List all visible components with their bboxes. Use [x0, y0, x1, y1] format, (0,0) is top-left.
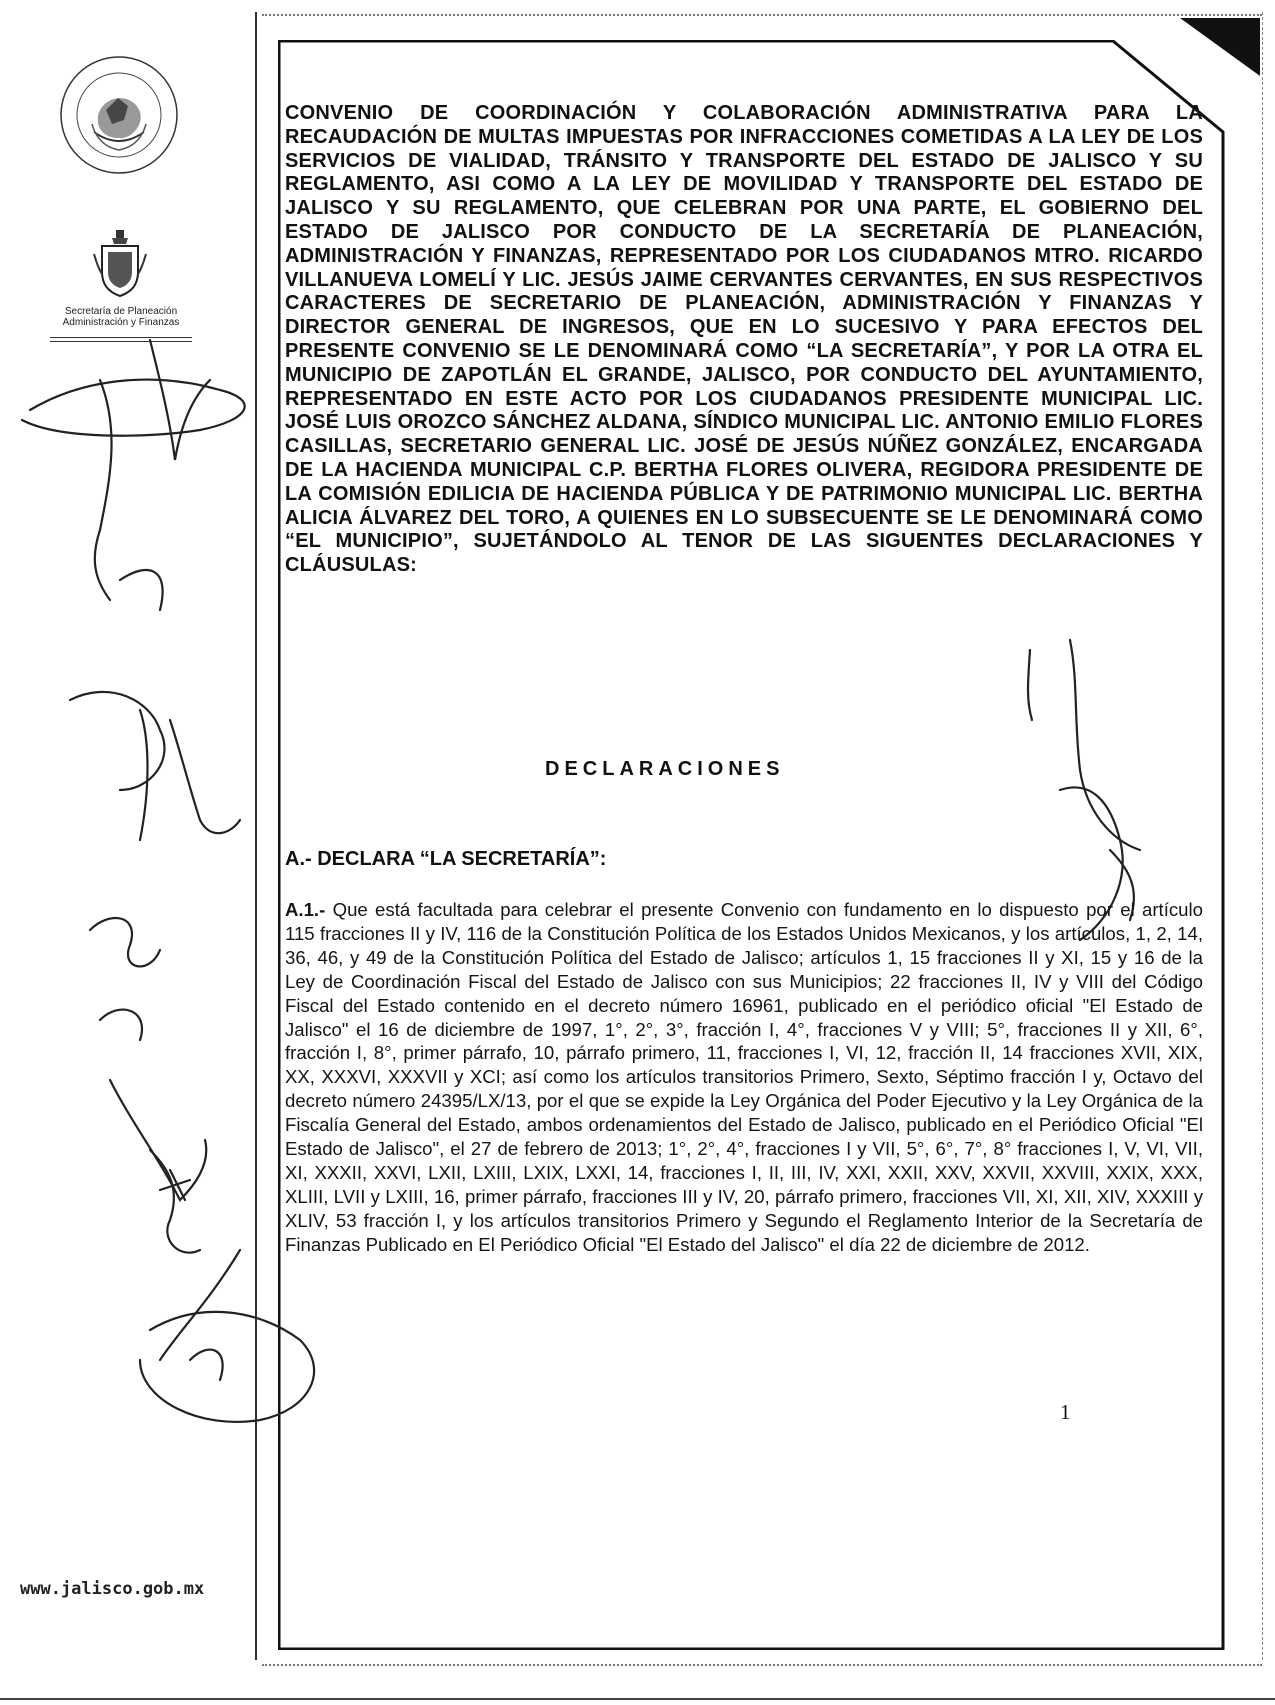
- page-number: 1: [1060, 1400, 1071, 1424]
- clause-a1-lead: A.1.-: [285, 899, 326, 920]
- declarations-title: DECLARACIONES: [545, 758, 785, 780]
- page-bottom-line: [0, 1698, 1275, 1700]
- scan-border-bottom: [262, 1664, 1262, 1666]
- national-seal-icon: [58, 54, 180, 176]
- department-name-line2: Administración y Finanzas: [62, 317, 180, 328]
- section-a-title: A.- DECLARA “LA SECRETARÍA”:: [285, 848, 607, 870]
- department-name-line1: Secretaría de Planeación: [64, 306, 178, 317]
- clause-a1-text: Que está facultada para celebrar el presente Convenio con fundamento en lo dispuesto por el artículo 115 fracciones II y IV, 116 de la Constitución Política de los Estados Unidos Mexicanos, y los artículos, 1, 2, 14, 36, 46, y 49 de la Constitución Política del Estado de Jalisco; artículos 1, 15 fracciones II y XI, 15 y 16 de la Ley de Coordinación Fiscal del Estado de Jalisco con sus Municipios; 22 fracciones II, IV y VIII del Código Fiscal del Estado contenido en el decreto número 16961, publicado en el periódico oficial "El Estado de Jalisco" el 16 de diciembre de 1997, 1°, 2°, 3°, fracción I, 4°, fracciones V y VIII; 5°, fracciones II y XII, 6°, fracción I, 8°, primer párrafo, 10, párrafo primero, 11, fracciones I, VI, 12, fracción II, 14 fracciones XVII, XIX, XX, XXXVI, XXXVII y XCI; así como los artículos transitorios Primero, Sexto, Séptimo fracción I y, Octavo del decreto número 24395/LX/13, por el que se expide la Ley Orgánica del Poder Ejecutivo y la Ley Orgánica de la Fiscalía General del Estado, ambos ordenamientos del Estado de Jalisco, publicado en el Periódico Oficial "El Estado de Jalisco", el 27 de febrero de 2013; 1°, 2°, 4°, fracciones I y VII, 5°, 6°, 7°, 8° fracciones I, V, VI, VII, XI, XXXII, XXVI, LXII, LXIII, LXIX, LXXI, 14, fracciones I, II, III, IV, XXI, XXII, XXV, XXVII, XXVIII, XXIX, XXX, XLIII, LVII y LXIII, 16, primer párrafo, fracciones III y IV, 20, párrafo primero, fracciones VII, XI, XII, XIV, XXXIII y XLIV, 53 fracción I, y los artículos transitorios Primero y Segundo el Reglamento Interior de la Secretaría de Finanzas Publicado en El Periódico Oficial "El Estado del Jalisco" el día 22 de diciembre de 2012.: [285, 899, 1203, 1255]
- folded-corner-mark: [1170, 14, 1262, 84]
- convenio-heading: CONVENIO DE COORDINACIÓN Y COLABORACIÓN ADMINISTRATIVA PARA LA RECAUDACIÓN DE MULTAS IMPUESTAS POR INFRACCIONES COMETIDAS A LA LEY DE LOS SERVICIOS DE VIALIDAD, TRÁNSITO Y TRANSPORTE DEL ESTADO DE JALISCO Y SU REGLAMENTO, ASI COMO A LA LEY DE MOVILIDAD Y TRANSPORTE DEL ESTADO DE JALISCO Y SU REGLAMENTO, QUE CELEBRAN POR UNA PARTE, EL GOBIERNO DEL ESTADO DE JALISCO POR CONDUCTO DE LA SECRETARÍA DE PLANEACIÓN, ADMINISTRACIÓN Y FINANZAS, REPRESENTADO POR LOS CIUDADANOS MTRO. RICARDO VILLANUEVA LOMELÍ Y LIC. JESÚS JAIME CERVANTES CERVANTES, EN SUS RESPECTIVOS CARACTERES DE SECRETARIO DE PLANEACIÓN, ADMINISTRACIÓN Y FINANZAS Y DIRECTOR GENERAL DE INGRESOS, QUE EN LO SUCESIVO Y PARA EFECTOS DEL PRESENTE CONVENIO SE LE DENOMINARÁ COMO “LA SECRETARÍA”, Y POR LA OTRA EL MUNICIPIO DE ZAPOTLÁN EL GRANDE, JALISCO, POR CONDUCTO DEL AYUNTAMIENTO, REPRESENTADO EN ESTE ACTO POR LOS CIUDADANOS PRESIDENTE MUNICIPAL LIC. JOSÉ LUIS OROZCO SÁNCHEZ ALDANA, SÍNDICO MUNICIPAL LIC. ANTONIO EMILIO FLORES CASILLAS, SECRETARIO GENERAL LIC. JOSÉ DE JESÚS NÚÑEZ GONZÁLEZ, ENCARGADA DE LA HACIENDA MUNICIPAL C.P. BERTHA FLORES OLIVERA, REGIDORA PRESIDENTE DE LA COMISIÓN EDILICIA DE HACIENDA PÚBLICA Y DE PATRIMONIO MUNICIPAL LIC. BERTHA ALICIA ÁLVAREZ DEL TORO, A QUIENES EN LO SUBSECUENTE SE LE DENOMINARÁ COMO “EL MUNICIPIO”, SUJETÁNDOLO AL TENOR DE LAS SIGUENTES DECLARACIONES Y CLÁUSULAS:: [285, 102, 1203, 577]
- jalisco-coat-of-arms-icon: [90, 228, 150, 298]
- website-url: www.jalisco.gob.mx: [20, 1579, 205, 1599]
- clause-a1: [285, 898, 1203, 1257]
